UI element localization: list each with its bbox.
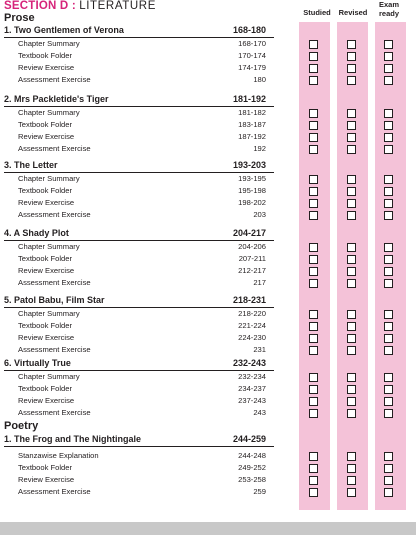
row-pages: 181-182 bbox=[238, 108, 266, 117]
row-pages: 217 bbox=[253, 278, 266, 287]
checkbox-revised[interactable] bbox=[347, 64, 356, 73]
checkbox-studied[interactable] bbox=[309, 373, 318, 382]
row-label: Assessment Exercise bbox=[18, 210, 91, 219]
chapter-pages: 181-192 bbox=[232, 94, 266, 104]
pink-column-exam-ready bbox=[375, 22, 406, 510]
checkbox-exam-ready[interactable] bbox=[384, 409, 393, 418]
section-subject: LITERATURE bbox=[79, 0, 156, 12]
row-label: Assessment Exercise bbox=[18, 408, 91, 417]
row-label: Review Exercise bbox=[18, 333, 75, 342]
chapter-title: 4. A Shady Plot bbox=[4, 228, 69, 238]
checkbox-revised[interactable] bbox=[347, 255, 356, 264]
checkbox-revised[interactable] bbox=[347, 109, 356, 118]
row-label: Textbook Folder bbox=[18, 186, 73, 195]
group-heading: Prose bbox=[4, 12, 35, 24]
checkbox-studied[interactable] bbox=[309, 175, 318, 184]
checkbox-revised[interactable] bbox=[347, 464, 356, 473]
chapter-row bbox=[18, 210, 266, 221]
chapter-row bbox=[18, 487, 266, 498]
row-pages: 253-258 bbox=[238, 475, 266, 484]
row-pages: 168-170 bbox=[238, 39, 266, 48]
checkbox-exam-ready[interactable] bbox=[384, 76, 393, 85]
checkbox-revised[interactable] bbox=[347, 267, 356, 276]
chapter-row bbox=[18, 333, 266, 344]
checkbox-revised[interactable] bbox=[347, 409, 356, 418]
row-label: Chapter Summary bbox=[18, 372, 80, 381]
chapter-title: 1. The Frog and The Nightingale bbox=[4, 434, 142, 444]
checkbox-studied[interactable] bbox=[309, 133, 318, 142]
chapter-row bbox=[18, 475, 266, 486]
row-pages: 221-224 bbox=[238, 321, 266, 330]
row-pages: 193-195 bbox=[238, 174, 266, 183]
checkbox-studied[interactable] bbox=[309, 488, 318, 497]
checkbox-exam-ready[interactable] bbox=[384, 40, 393, 49]
checkbox-revised[interactable] bbox=[347, 187, 356, 196]
row-label: Assessment Exercise bbox=[18, 278, 91, 287]
checkbox-revised[interactable] bbox=[347, 397, 356, 406]
checkbox-revised[interactable] bbox=[347, 121, 356, 130]
chapter-row bbox=[18, 51, 266, 62]
row-label: Textbook Folder bbox=[18, 463, 73, 472]
chapter-row bbox=[18, 372, 266, 383]
chapter-row bbox=[18, 144, 266, 155]
chapter-pages: 204-217 bbox=[232, 228, 266, 238]
chapter-pages: 168-180 bbox=[232, 25, 266, 35]
chapter-row bbox=[18, 278, 266, 289]
row-pages: 183-187 bbox=[238, 120, 266, 129]
row-label: Chapter Summary bbox=[18, 174, 80, 183]
chapter-underline bbox=[4, 37, 274, 38]
checkbox-studied[interactable] bbox=[309, 267, 318, 276]
checkbox-studied[interactable] bbox=[309, 121, 318, 130]
chapter-pages: 232-243 bbox=[232, 358, 266, 368]
chapter-row bbox=[18, 174, 266, 185]
checkbox-exam-ready[interactable] bbox=[384, 145, 393, 154]
row-pages: 234-237 bbox=[238, 384, 266, 393]
chapter-row bbox=[18, 345, 266, 356]
checkbox-studied[interactable] bbox=[309, 187, 318, 196]
row-pages: 192 bbox=[253, 144, 266, 153]
row-pages: 243 bbox=[253, 408, 266, 417]
chapter-row bbox=[18, 408, 266, 419]
chapter-underline bbox=[4, 446, 274, 447]
row-label: Chapter Summary bbox=[18, 108, 80, 117]
checkbox-revised[interactable] bbox=[347, 322, 356, 331]
checkbox-studied[interactable] bbox=[309, 64, 318, 73]
row-pages: 198-202 bbox=[238, 198, 266, 207]
chapter-row bbox=[18, 309, 266, 320]
column-header-studied: Studied bbox=[303, 8, 331, 17]
checkbox-exam-ready[interactable] bbox=[384, 255, 393, 264]
row-label: Chapter Summary bbox=[18, 39, 80, 48]
column-header-ready: ready bbox=[378, 9, 399, 18]
checkbox-exam-ready[interactable] bbox=[384, 310, 393, 319]
column-header-exam-ready bbox=[372, 0, 406, 18]
chapter-title: 2. Mrs Packletide's Tiger bbox=[4, 94, 109, 104]
chapter-underline bbox=[4, 370, 274, 371]
checkbox-studied[interactable] bbox=[309, 397, 318, 406]
checkbox-studied[interactable] bbox=[309, 409, 318, 418]
row-label: Chapter Summary bbox=[18, 242, 80, 251]
chapter-row bbox=[18, 186, 266, 197]
row-pages: 195-198 bbox=[238, 186, 266, 195]
checkbox-revised[interactable] bbox=[347, 385, 356, 394]
checkbox-studied[interactable] bbox=[309, 346, 318, 355]
column-header-exam: Exam bbox=[378, 0, 399, 9]
row-pages: 232-234 bbox=[238, 372, 266, 381]
checkbox-studied[interactable] bbox=[309, 211, 318, 220]
chapter-row bbox=[18, 384, 266, 395]
checkbox-studied[interactable] bbox=[309, 334, 318, 343]
row-pages: 224-230 bbox=[238, 333, 266, 342]
chapter-row bbox=[18, 132, 266, 143]
row-pages: 174-179 bbox=[238, 63, 266, 72]
chapter-title: 5. Patol Babu, Film Star bbox=[4, 295, 105, 305]
chapter-title: 1. Two Gentlemen of Verona bbox=[4, 25, 124, 35]
row-label: Review Exercise bbox=[18, 132, 75, 141]
checkbox-studied[interactable] bbox=[309, 476, 318, 485]
checkbox-exam-ready[interactable] bbox=[384, 267, 393, 276]
row-label: Textbook Folder bbox=[18, 321, 73, 330]
checkbox-exam-ready[interactable] bbox=[384, 334, 393, 343]
checkbox-revised[interactable] bbox=[347, 40, 356, 49]
checkbox-exam-ready[interactable] bbox=[384, 488, 393, 497]
pink-column-studied bbox=[299, 22, 330, 510]
checkbox-revised[interactable] bbox=[347, 476, 356, 485]
checkbox-studied[interactable] bbox=[309, 310, 318, 319]
row-label: Assessment Exercise bbox=[18, 144, 91, 153]
chapter-row bbox=[18, 39, 266, 50]
section-title bbox=[4, 0, 156, 12]
checkbox-revised[interactable] bbox=[347, 175, 356, 184]
row-label: Review Exercise bbox=[18, 63, 75, 72]
checkbox-studied[interactable] bbox=[309, 322, 318, 331]
checkbox-exam-ready[interactable] bbox=[384, 322, 393, 331]
chapter-title: 6. Virtually True bbox=[4, 358, 71, 368]
checkbox-revised[interactable] bbox=[347, 452, 356, 461]
row-pages: 237-243 bbox=[238, 396, 266, 405]
checkbox-studied[interactable] bbox=[309, 40, 318, 49]
checkbox-exam-ready[interactable] bbox=[384, 464, 393, 473]
chapter-underline bbox=[4, 307, 274, 308]
row-pages: 218-220 bbox=[238, 309, 266, 318]
checkbox-revised[interactable] bbox=[347, 199, 356, 208]
chapter-row bbox=[18, 120, 266, 131]
checkbox-revised[interactable] bbox=[347, 76, 356, 85]
chapter-pages: 218-231 bbox=[232, 295, 266, 305]
row-pages: 244-248 bbox=[238, 451, 266, 460]
row-label: Textbook Folder bbox=[18, 254, 73, 263]
checkbox-exam-ready[interactable] bbox=[384, 279, 393, 288]
row-label: Review Exercise bbox=[18, 198, 75, 207]
chapter-underline bbox=[4, 172, 274, 173]
row-label: Textbook Folder bbox=[18, 120, 73, 129]
section-separator: : bbox=[68, 0, 80, 12]
row-pages: 231 bbox=[253, 345, 266, 354]
row-pages: 170-174 bbox=[238, 51, 266, 60]
chapter-pages: 193-203 bbox=[232, 160, 266, 170]
chapter-row bbox=[18, 242, 266, 253]
chapter-title: 3. The Letter bbox=[4, 160, 58, 170]
pink-column-revised bbox=[337, 22, 368, 510]
checkbox-exam-ready[interactable] bbox=[384, 452, 393, 461]
group-heading: Poetry bbox=[4, 420, 39, 432]
row-label: Assessment Exercise bbox=[18, 75, 91, 84]
checkbox-exam-ready[interactable] bbox=[384, 121, 393, 130]
checkbox-exam-ready[interactable] bbox=[384, 211, 393, 220]
row-pages: 203 bbox=[253, 210, 266, 219]
chapter-underline bbox=[4, 240, 274, 241]
chapter-row bbox=[18, 75, 266, 86]
checkbox-studied[interactable] bbox=[309, 243, 318, 252]
chapter-underline bbox=[4, 106, 274, 107]
checkbox-revised[interactable] bbox=[347, 52, 356, 61]
chapter-row bbox=[18, 463, 266, 474]
checkbox-exam-ready[interactable] bbox=[384, 397, 393, 406]
row-label: Chapter Summary bbox=[18, 309, 80, 318]
row-pages: 204-206 bbox=[238, 242, 266, 251]
checkbox-revised[interactable] bbox=[347, 145, 356, 154]
footer-bar bbox=[0, 522, 416, 535]
section-label: SECTION D bbox=[4, 0, 69, 12]
checkbox-studied[interactable] bbox=[309, 199, 318, 208]
checkbox-exam-ready[interactable] bbox=[384, 243, 393, 252]
checkbox-studied[interactable] bbox=[309, 109, 318, 118]
row-label: Review Exercise bbox=[18, 266, 75, 275]
checkbox-exam-ready[interactable] bbox=[384, 109, 393, 118]
checkbox-exam-ready[interactable] bbox=[384, 52, 393, 61]
checkbox-revised[interactable] bbox=[347, 243, 356, 252]
row-pages: 259 bbox=[253, 487, 266, 496]
checkbox-exam-ready[interactable] bbox=[384, 346, 393, 355]
checkbox-exam-ready[interactable] bbox=[384, 199, 393, 208]
checkbox-studied[interactable] bbox=[309, 76, 318, 85]
checkbox-exam-ready[interactable] bbox=[384, 373, 393, 382]
checkbox-studied[interactable] bbox=[309, 464, 318, 473]
checkbox-studied[interactable] bbox=[309, 255, 318, 264]
checkbox-studied[interactable] bbox=[309, 145, 318, 154]
checkbox-exam-ready[interactable] bbox=[384, 133, 393, 142]
checkbox-studied[interactable] bbox=[309, 279, 318, 288]
row-pages: 180 bbox=[253, 75, 266, 84]
checkbox-revised[interactable] bbox=[347, 310, 356, 319]
chapter-row bbox=[18, 198, 266, 209]
row-label: Review Exercise bbox=[18, 475, 75, 484]
chapter-pages: 244-259 bbox=[232, 434, 266, 444]
chapter-row bbox=[18, 396, 266, 407]
checkbox-exam-ready[interactable] bbox=[384, 187, 393, 196]
checkbox-revised[interactable] bbox=[347, 373, 356, 382]
checkbox-exam-ready[interactable] bbox=[384, 64, 393, 73]
checkbox-revised[interactable] bbox=[347, 279, 356, 288]
checkbox-revised[interactable] bbox=[347, 346, 356, 355]
row-label: Assessment Exercise bbox=[18, 345, 91, 354]
row-label: Stanzawise Explanation bbox=[18, 451, 99, 460]
chapter-row bbox=[18, 108, 266, 119]
row-label: Assessment Exercise bbox=[18, 487, 91, 496]
chapter-row bbox=[18, 63, 266, 74]
row-pages: 212-217 bbox=[238, 266, 266, 275]
row-pages: 207-211 bbox=[238, 254, 266, 263]
checkbox-studied[interactable] bbox=[309, 452, 318, 461]
row-pages: 187-192 bbox=[238, 132, 266, 141]
chapter-row bbox=[18, 321, 266, 332]
column-header-revised: Revised bbox=[338, 8, 368, 17]
checkbox-revised[interactable] bbox=[347, 334, 356, 343]
row-pages: 249-252 bbox=[238, 463, 266, 472]
row-label: Textbook Folder bbox=[18, 51, 73, 60]
checkbox-revised[interactable] bbox=[347, 211, 356, 220]
checkbox-exam-ready[interactable] bbox=[384, 476, 393, 485]
chapter-row bbox=[18, 451, 266, 462]
checkbox-exam-ready[interactable] bbox=[384, 385, 393, 394]
checkbox-exam-ready[interactable] bbox=[384, 175, 393, 184]
checkbox-revised[interactable] bbox=[347, 488, 356, 497]
checkbox-studied[interactable] bbox=[309, 52, 318, 61]
chapter-row bbox=[18, 266, 266, 277]
checkbox-studied[interactable] bbox=[309, 385, 318, 394]
chapter-row bbox=[18, 254, 266, 265]
row-label: Textbook Folder bbox=[18, 384, 73, 393]
checkbox-revised[interactable] bbox=[347, 133, 356, 142]
row-label: Review Exercise bbox=[18, 396, 75, 405]
